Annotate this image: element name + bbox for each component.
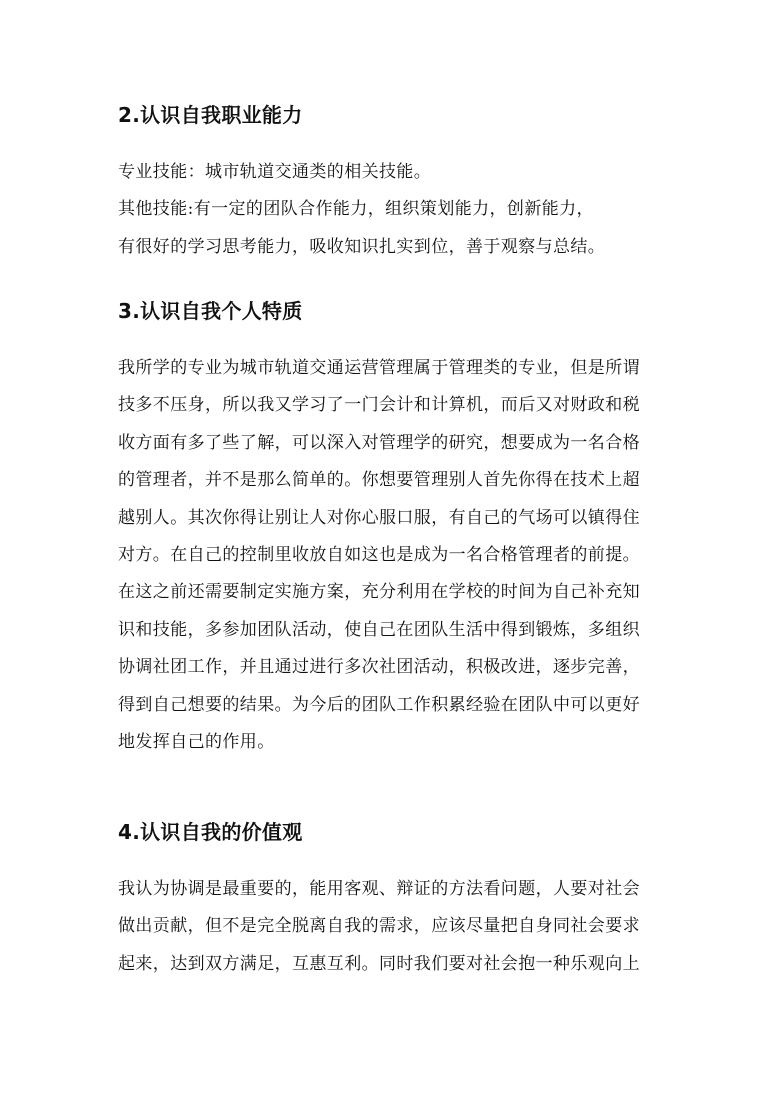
text-line: 我所学的专业为城市轨道交通运营管理属于管理类的专业，但是所谓 [118,358,640,378]
text-line: 对方。在自己的控制里收放自如这也是成为一名合格管理者的前提。 [118,544,640,565]
section-body-personal-traits [118,350,663,761]
text-line: 专业技能：城市轨道交通类的相关技能。 [118,162,432,182]
text-line: 收方面有多了些了解，可以深入对管理学的研究，想要成为一名合格 [118,432,640,453]
text-line: 技多不压身，所以我又学习了一门会计和计算机，而后又对财政和税 [118,395,640,416]
section-heading-career-ability: 2.认识自我职业能力 [118,103,303,127]
section-heading-personal-traits: 3.认识自我个人特质 [118,299,303,323]
text-line: 起来，达到双方满足，互惠互利。同时我们要对社会抱一种乐观向上 [118,953,640,974]
text-line: 越别人。其次你得让别让人对你心服口服，有自己的气场可以镇得住 [118,507,640,528]
text-line: 有很好的学习思考能力，吸收知识扎实到位，善于观察与总结。 [118,236,606,257]
text-line: 我认为协调是最重要的，能用客观、辩证的方法看问题，人要对社会 [118,879,640,899]
text-line: 在这之前还需要制定实施方案，充分利用在学校的时间为自己补充知 [118,582,640,603]
text-line: 的管理者，并不是那么简单的。你想要管理别人首先你得在技术上超 [118,470,640,491]
text-line: 其他技能:有一定的团队合作能力，组织策划能力，创新能力， [118,199,594,220]
section-body-values [118,871,663,983]
section-body-career-ability [118,154,663,266]
text-line: 地发挥自己的作用。 [118,731,275,752]
text-line: 识和技能，多参加团队活动，使自己在团队生活中得到锻炼，多组织 [118,619,640,640]
section-heading-values: 4.认识自我的价值观 [118,820,303,844]
text-line: 协调社团工作，并且通过进行多次社团活动，积极改进，逐步完善， [118,657,640,678]
text-line: 做出贡献，但不是完全脱离自我的需求，应该尽量把自身同社会要求 [118,916,640,937]
text-line: 得到自己想要的结果。为今后的团队工作积累经验在团队中可以更好 [118,694,640,715]
